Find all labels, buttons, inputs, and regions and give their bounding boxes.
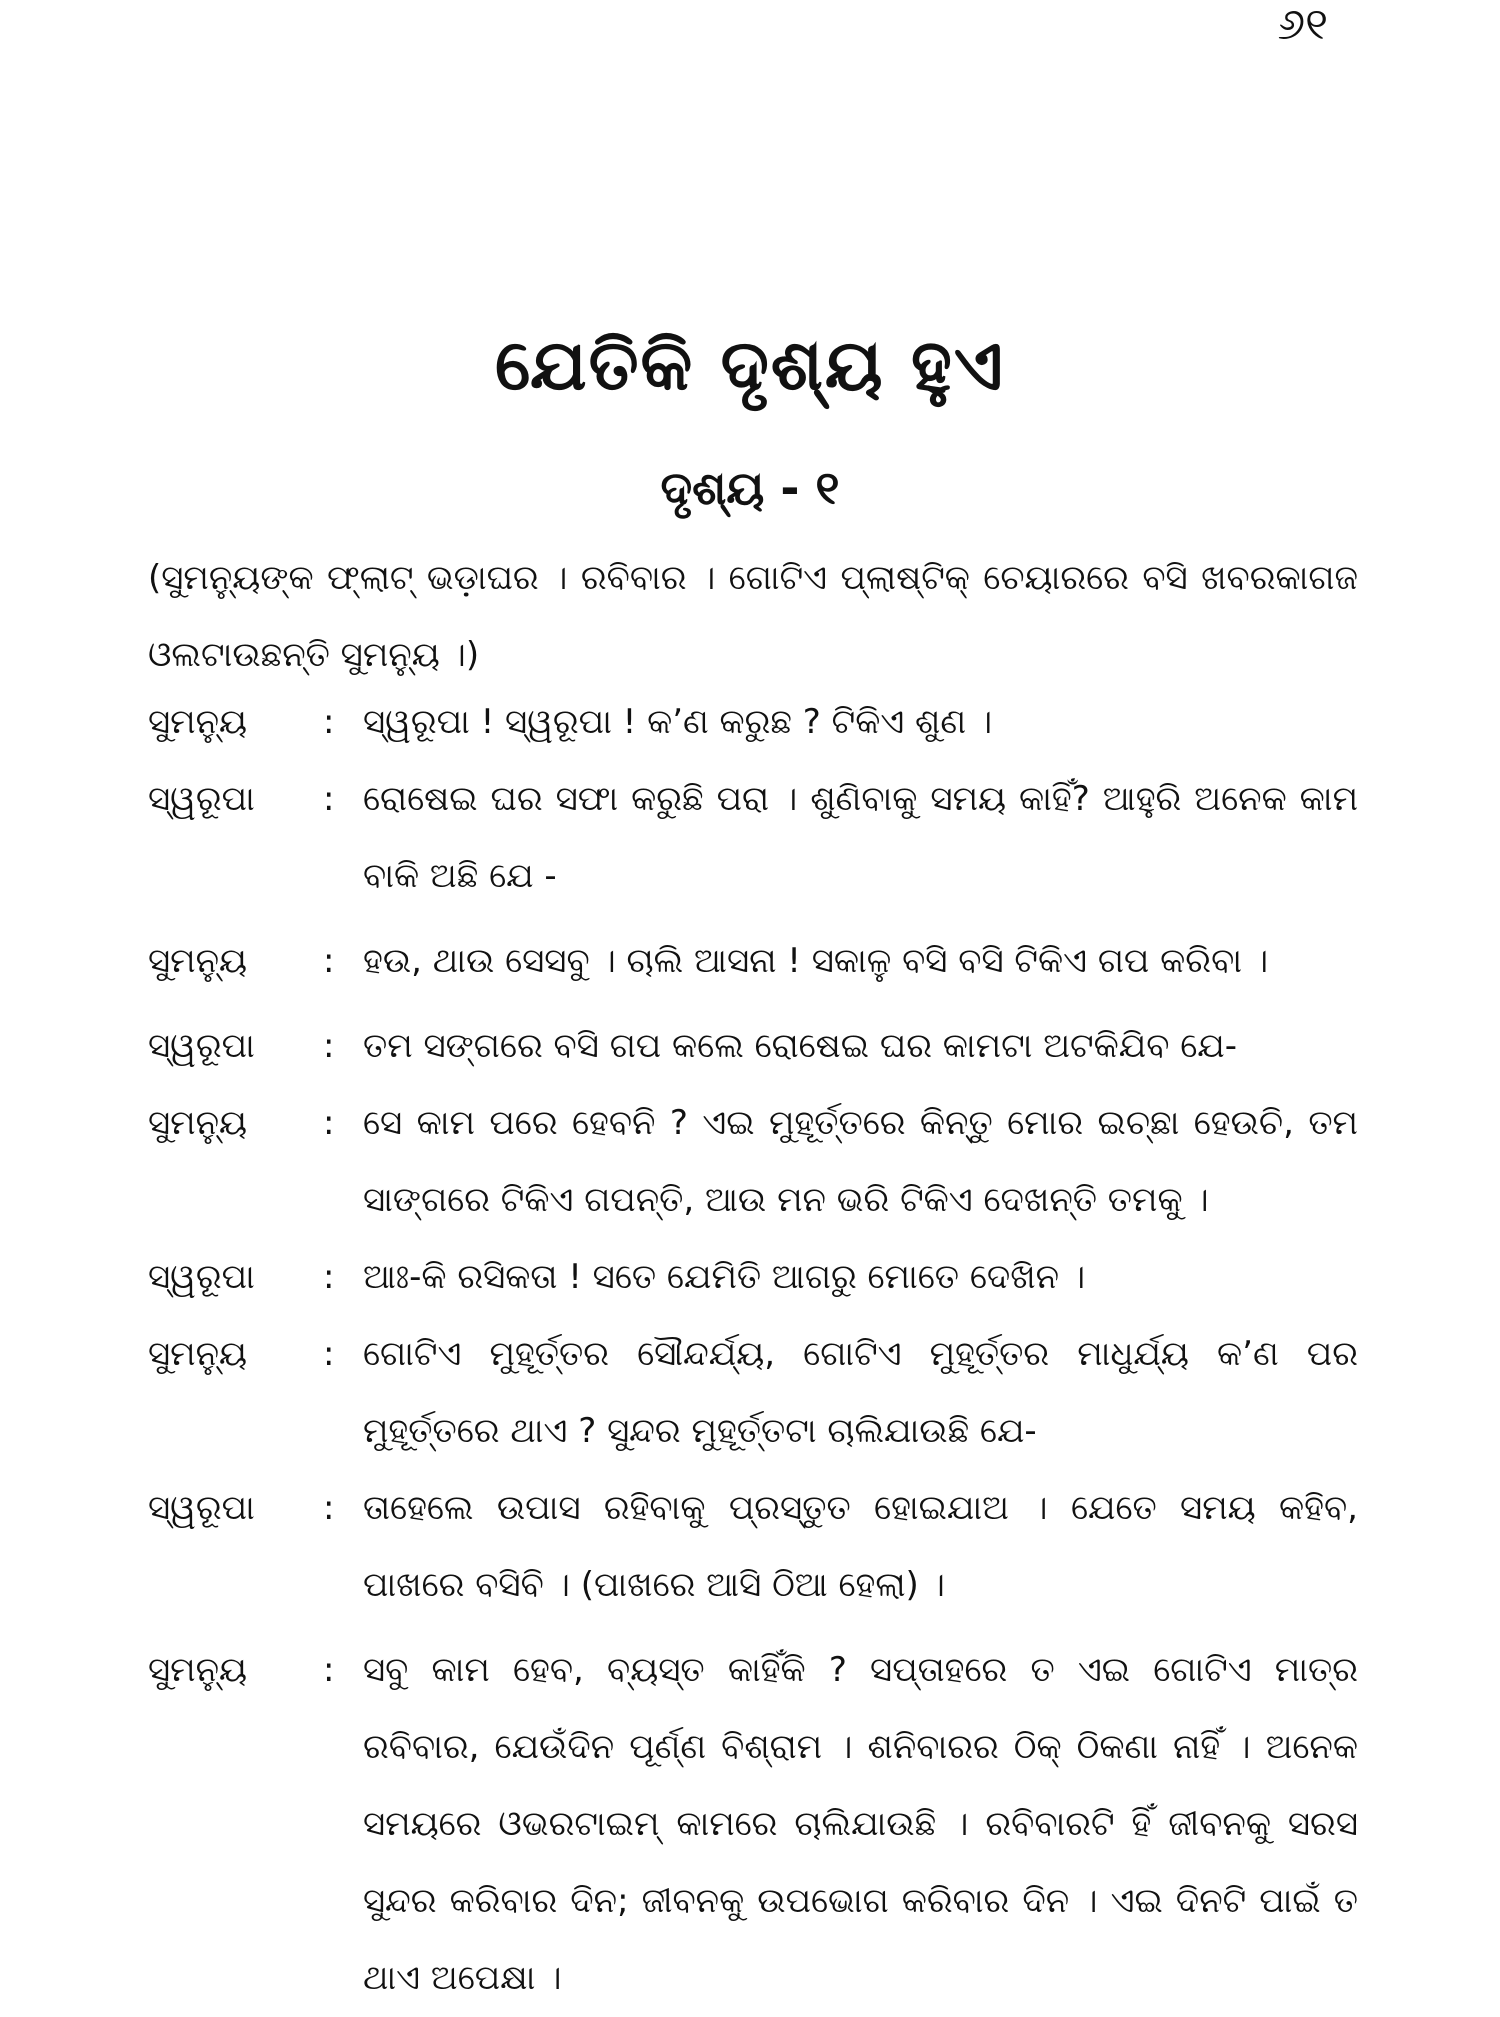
dialogue-list bbox=[148, 684, 1358, 2017]
scene-heading: ଦୃଶ୍ୟ - ୧ bbox=[660, 461, 840, 515]
dialogue-line bbox=[148, 1316, 1358, 1470]
speaker-name: ସ୍ୱରୂପା bbox=[148, 1488, 255, 1528]
page-number: ୬୧ bbox=[1277, 0, 1328, 50]
speaker-name: ସୁମନ୍ୟୁ bbox=[148, 1103, 248, 1143]
speaker-name: ସ୍ୱରୂପା bbox=[148, 1257, 255, 1297]
speaker-name: ସ୍ୱରୂପା bbox=[148, 779, 255, 819]
speech-text: ସ୍ୱରୂପା ! ସ୍ୱରୂପା ! କ’ଣ କରୁଛ ? ଟିକିଏ ଶୁଣ । bbox=[363, 702, 993, 742]
speech-text: ସବୁ କାମ ହେବ, ବ୍ୟସ୍ତ କାହିଁକି ? ସପ୍ତାହରେ ତ ଏଇ ଗୋଟିଏ ମାତ୍ର ରବିବାର, ଯେଉଁଦିନ ପୂର୍ଣ୍ଣ ବିଶ୍ରାମ । ଶନିବାରର ଠିକ୍ ଠିକଣା ନାହିଁ । ଅନେକ ସମୟରେ ଓଭରଟାଇମ୍ କାମରେ ଚାଲିଯାଉଛି । ରବିବାରଟି ହିଁ ଜୀବନକୁ ସରସ ସୁନ୍ଦର କରିବାର ଦିନ; ଜୀବନକୁ ଉପଭୋଗ କରିବାର ଦିନ । ଏଇ ଦିନଟି ପାଇଁ ତ ଥାଏ ଅପେକ୍ଷା । bbox=[363, 1650, 1358, 1998]
speaker-colon: : bbox=[323, 702, 335, 742]
dialogue-line bbox=[148, 761, 1358, 915]
speaker-colon: : bbox=[323, 1334, 335, 1374]
speaker-name: ସୁମନ୍ୟୁ bbox=[148, 702, 248, 742]
dialogue-line bbox=[148, 1085, 1358, 1239]
speech-text: ତାହେଲେ ଉପାସ ରହିବାକୁ ପ୍ରସ୍ତୁତ ହୋଇଯାଅ । ଯେତେ ସମୟ କହିବ, ପାଖରେ ବସିବି । (ପାଖରେ ଆସି ଠିଆ ହେଲା) । bbox=[363, 1488, 1358, 1605]
speaker-colon: : bbox=[323, 779, 335, 819]
speaker-name: ସ୍ୱରୂପା bbox=[148, 1026, 255, 1066]
dialogue-line bbox=[148, 1470, 1358, 1624]
speech-text: ସେ କାମ ପରେ ହେବନି ? ଏଇ ମୁହୂର୍ତ୍ତରେ କିନ୍ତୁ ମୋର ଇଚ୍ଛା ହେଉଚି, ତମ ସାଙ୍ଗରେ ଟିକିଏ ଗପନ୍ତି, ଆଉ ମନ ଭରି ଟିକିଏ ଦେଖନ୍ତି ତମକୁ । bbox=[363, 1103, 1358, 1220]
speaker-name: ସୁମନ୍ୟୁ bbox=[148, 941, 248, 981]
speaker-name: ସୁମନ୍ୟୁ bbox=[148, 1334, 248, 1374]
speaker-colon: : bbox=[323, 1257, 335, 1297]
dialogue-line bbox=[148, 684, 1358, 761]
dialogue-line bbox=[148, 1632, 1358, 2017]
speaker-name: ସୁମନ୍ୟୁ bbox=[148, 1650, 248, 1690]
speech-text: ଗୋଟିଏ ମୁହୂର୍ତ୍ତର ସୌନ୍ଦର୍ଯ୍ୟ, ଗୋଟିଏ ମୁହୂର୍ତ୍ତର ମାଧୁର୍ଯ୍ୟ କ’ଣ ପର ମୁହୂର୍ତ୍ତରେ ଥାଏ ? ସୁନ୍ଦର ମୁହୂର୍ତ୍ତଟା ଚାଲିଯାଉଛି ଯେ- bbox=[363, 1334, 1358, 1451]
speaker-colon: : bbox=[323, 1650, 335, 1690]
speech-text: ତମ ସଙ୍ଗରେ ବସି ଗପ କଲେ ରୋଷେଇ ଘର କାମଟା ଅଟକିଯିବ ଯେ- bbox=[363, 1026, 1237, 1066]
speaker-colon: : bbox=[323, 941, 335, 981]
speech-text: ହଉ, ଥାଉ ସେସବୁ । ଚାଲି ଆସନା ! ସକାଳୁ ବସି ବସି ଟିକିଏ ଗପ କରିବା । bbox=[363, 941, 1269, 981]
dialogue-line bbox=[148, 1008, 1358, 1085]
speech-text: ରୋଷେଇ ଘର ସଫା କରୁଛି ପରା । ଶୁଣିବାକୁ ସମୟ କାହିଁ? ଆହୁରି ଅନେକ କାମ ବାକି ଅଛି ଯେ - bbox=[363, 779, 1358, 896]
speaker-colon: : bbox=[323, 1488, 335, 1528]
page-title: ଯେତିକି ଦୃଶ୍ୟ ହୁଏ bbox=[494, 324, 1006, 406]
dialogue-line bbox=[148, 1239, 1358, 1316]
speech-text: ଆଃ-କି ରସିକତା ! ସତେ ଯେମିତି ଆଗରୁ ମୋତେ ଦେଖିନ । bbox=[363, 1257, 1086, 1297]
speaker-colon: : bbox=[323, 1026, 335, 1066]
speaker-colon: : bbox=[323, 1103, 335, 1143]
dialogue-line bbox=[148, 923, 1358, 1000]
stage-direction: (ସୁମନ୍ୟୁଙ୍କ ଫ୍ଲାଟ୍ ଭଡ଼ାଘର । ରବିବାର । ଗୋଟିଏ ପ୍ଲାଷ୍ଟିକ୍ ଚେୟାରରେ ବସି ଖବରକାଗଜ ଓଲଟାଉଛନ୍ତି ସୁମନ୍ୟୁ ।) bbox=[148, 558, 1358, 675]
